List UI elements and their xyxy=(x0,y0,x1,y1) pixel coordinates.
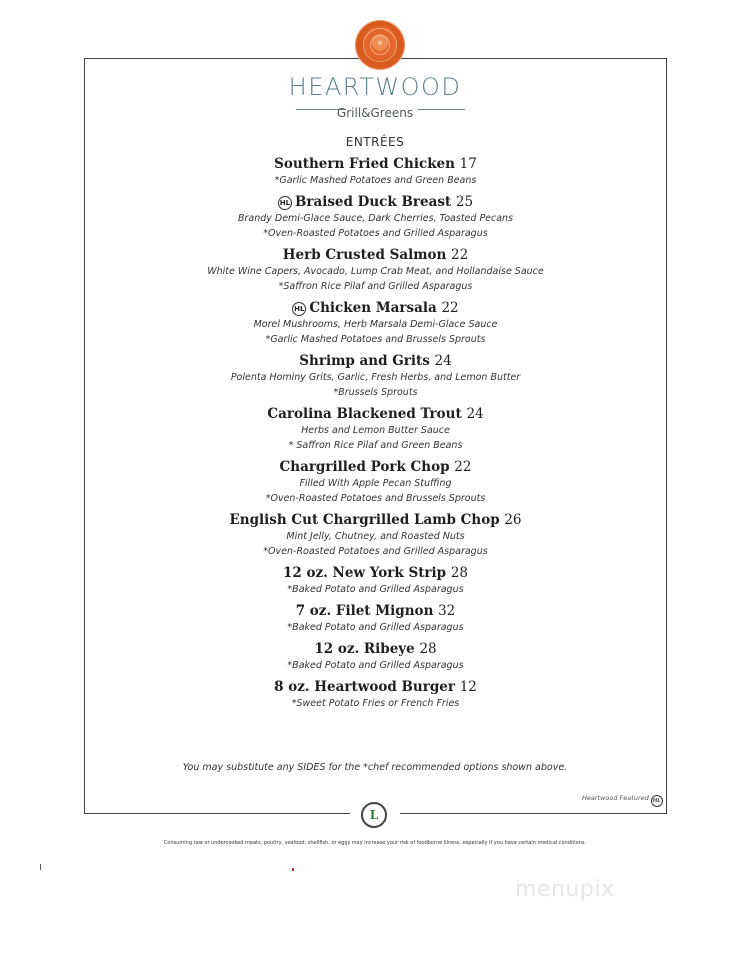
brand-name: HEARTWOOD xyxy=(288,73,462,101)
menu-item xyxy=(84,406,667,453)
menu-item-title xyxy=(84,247,667,264)
menu-item-description: * Saffron Rice Pilaf and Green Beans xyxy=(288,440,463,451)
menu-item-description: *Sweet Potato Fries or French Fries xyxy=(291,698,460,709)
menu-item-description: *Baked Potato and Grilled Asparagus xyxy=(287,660,464,671)
menu-item-title xyxy=(84,512,667,529)
menu-item xyxy=(84,603,667,635)
menu-item-name: 12 oz. New York Strip xyxy=(283,565,447,581)
menu-item-description: *Baked Potato and Grilled Asparagus xyxy=(287,584,464,595)
menu-item-price: 22 xyxy=(451,247,469,263)
brand-subtitle: Grill&Greens xyxy=(336,106,414,120)
watermark: menupix xyxy=(515,877,615,902)
menu-item-name: Shrimp and Grits xyxy=(299,353,430,369)
menu-item-title xyxy=(84,156,667,173)
menu-item-description: *Baked Potato and Grilled Asparagus xyxy=(287,622,464,633)
menu-item-name: 7 oz. Filet Mignon xyxy=(295,603,434,619)
entree-list xyxy=(84,156,667,717)
menu-item-price: 32 xyxy=(438,603,456,619)
menu-item xyxy=(84,156,667,188)
menu-item-description: Morel Mushrooms, Herb Marsala Demi-Glace Sauce xyxy=(253,319,498,330)
scan-speck xyxy=(292,868,294,871)
menu-item xyxy=(84,459,667,506)
menu-item xyxy=(84,300,667,347)
menu-item-price: 22 xyxy=(454,459,472,475)
menu-item-description: *Oven-Roasted Potatoes and Grilled Asparagus xyxy=(263,546,488,557)
menu-item-name: 12 oz. Ribeye xyxy=(314,641,415,657)
menu-item-description: *Garlic Mashed Potatoes and Brussels Sprouts xyxy=(265,334,486,345)
featured-badge-icon: HL xyxy=(651,795,663,807)
menu-item-price: 28 xyxy=(419,641,437,657)
menu-item-title xyxy=(84,459,667,476)
menu-item-description: *Brussels Sprouts xyxy=(333,387,418,398)
menu-item-name: Southern Fried Chicken xyxy=(274,156,455,172)
section-title: ENTRÉES xyxy=(345,135,405,149)
substitution-note: You may substitute any SIDES for the *chef recommended options shown above. xyxy=(182,762,568,773)
menu-item-description: Herbs and Lemon Butter Sauce xyxy=(301,425,450,436)
featured-label: Heartwood Featured xyxy=(582,794,649,802)
menu-item-name: Chargrilled Pork Chop xyxy=(279,459,450,475)
menu-item-description: Polenta Hominy Grits, Garlic, Fresh Herbs, and Lemon Butter xyxy=(230,372,521,383)
menu-item-description: *Garlic Mashed Potatoes and Green Beans xyxy=(274,175,477,186)
menu-item xyxy=(84,194,667,241)
menu-item-name: Chicken Marsala xyxy=(309,300,437,316)
menu-item-price: 24 xyxy=(434,353,452,369)
featured-badge-icon: HL xyxy=(292,302,306,316)
menu-item-title xyxy=(84,565,667,582)
menu-item xyxy=(84,512,667,559)
menu-item-price: 26 xyxy=(504,512,522,528)
menu-item-title xyxy=(84,641,667,658)
menu-item-price: 25 xyxy=(455,194,474,210)
menu-item-description: *Oven-Roasted Potatoes and Brussels Sprouts xyxy=(265,493,486,504)
menu-item xyxy=(84,641,667,673)
menu-item xyxy=(84,353,667,400)
featured-badge-icon: HL xyxy=(278,196,292,210)
menu-item-name: Carolina Blackened Trout xyxy=(267,406,462,422)
menu-item-description: Brandy Demi-Glace Sauce, Dark Cherries, Toasted Pecans xyxy=(237,213,514,224)
menu-item-name: English Cut Chargrilled Lamb Chop xyxy=(229,512,500,528)
disclaimer: Consuming raw or undercooked meats, poultry, seafood, shellfish, or eggs may increase your risk of foodborne illness, especially if you have certain medical conditions. xyxy=(163,840,587,846)
menu-item-name: Braised Duck Breast xyxy=(294,194,452,210)
menu-item-title xyxy=(84,679,667,696)
menu-item-price: 17 xyxy=(459,156,477,172)
menu-item-description: *Saffron Rice Pilaf and Grilled Asparagus xyxy=(278,281,473,292)
menu-item-title xyxy=(84,194,667,211)
menu-item-price: 22 xyxy=(441,300,459,316)
bottom-logo-icon: L xyxy=(361,802,387,828)
menu-item-description: *Oven-Roasted Potatoes and Grilled Asparagus xyxy=(263,228,488,239)
featured-legend xyxy=(582,794,666,807)
menu-item-title xyxy=(84,603,667,620)
menu-item-price: 28 xyxy=(450,565,468,581)
menu-item-name: Herb Crusted Salmon xyxy=(282,247,447,263)
menu-item-price: 24 xyxy=(466,406,484,422)
menu-item xyxy=(84,565,667,597)
wood-slice-logo-icon xyxy=(355,20,405,70)
menu-item xyxy=(84,247,667,294)
menu-item-price: 12 xyxy=(459,679,477,695)
menu-item-title xyxy=(84,406,667,423)
menu-item xyxy=(84,679,667,711)
menu-item-description: Mint Jelly, Chutney, and Roasted Nuts xyxy=(286,531,465,542)
scan-speck xyxy=(40,864,41,870)
menu-item-description: Filled With Apple Pecan Stuffing xyxy=(299,478,452,489)
menu-item-description: White Wine Capers, Avocado, Lump Crab Meat, and Hollandaise Sauce xyxy=(207,266,544,277)
menu-item-title xyxy=(84,353,667,370)
menu-item-title xyxy=(84,300,667,317)
menu-item-name: 8 oz. Heartwood Burger xyxy=(274,679,455,695)
